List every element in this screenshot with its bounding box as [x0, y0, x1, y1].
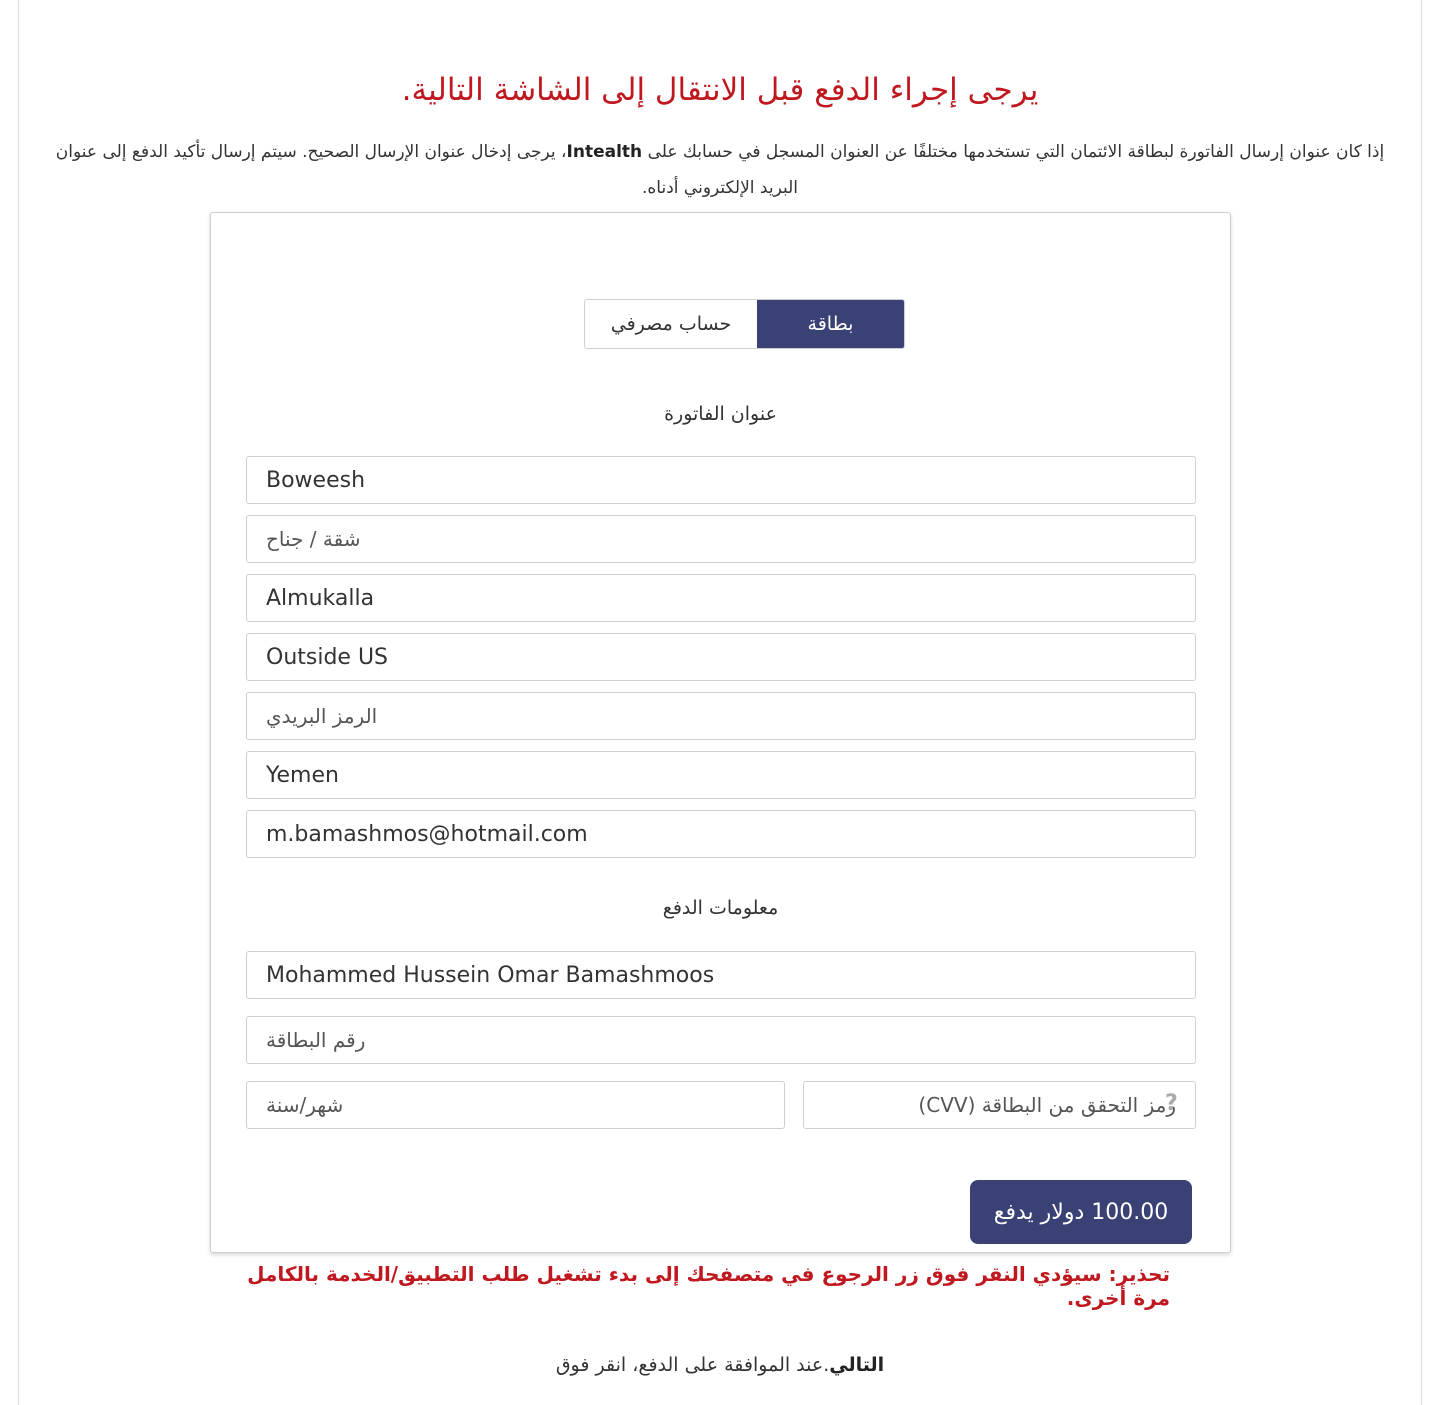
tab-card[interactable]: بطاقة	[757, 300, 904, 348]
state-field[interactable]	[246, 633, 1196, 681]
cardholder-name-field[interactable]	[246, 951, 1196, 999]
pay-button[interactable]: 100.00 دولار يدفع	[970, 1180, 1192, 1244]
address-field[interactable]	[246, 456, 1196, 504]
cvv-field[interactable]	[803, 1081, 1196, 1129]
next-text: .عند الموافقة على الدفع، انقر فوق	[555, 1354, 830, 1376]
payment-section-title: معلومات الدفع	[662, 897, 779, 919]
payment-card	[210, 212, 1231, 1253]
apartment-field[interactable]	[246, 515, 1196, 563]
intro-brand: Intealth	[566, 142, 643, 162]
city-field[interactable]	[246, 574, 1196, 622]
tab-bank-account[interactable]: حساب مصرفي	[585, 300, 757, 348]
intro-text-part1: إذا كان عنوان إرسال الفاتورة لبطاقة الائتمان التي تستخدمها مختلفًا عن العنوان المسجل في حسابك على	[642, 142, 1385, 162]
page-container	[18, 0, 1422, 1405]
country-field[interactable]	[246, 751, 1196, 799]
intro-text-part2: ، يرجى إدخال عنوان الإرسال الصحيح. سيتم إرسال تأكيد الدفع إلى عنوان البريد الإلكتروني أدناه.	[55, 142, 798, 198]
question-icon[interactable]: ?	[1165, 1091, 1178, 1116]
payment-method-tabs	[584, 299, 905, 349]
intro-text	[47, 134, 1393, 206]
cvv-container	[803, 1081, 1196, 1129]
billing-section-title: عنوان الفاتورة	[664, 403, 777, 425]
zip-field[interactable]	[246, 692, 1196, 740]
expiry-field[interactable]	[246, 1081, 785, 1129]
next-instruction	[19, 1354, 1421, 1376]
back-button-warning: تحذير: سيؤدي النقر فوق زر الرجوع في متصفحك إلى بدء تشغيل طلب التطبيق/الخدمة بالكامل مرة أخرى.	[247, 1262, 1170, 1310]
email-field[interactable]	[246, 810, 1196, 858]
card-number-field[interactable]	[246, 1016, 1196, 1064]
next-label: التالي	[829, 1354, 885, 1376]
page-title: يرجى إجراء الدفع قبل الانتقال إلى الشاشة التالية.	[401, 72, 1039, 108]
